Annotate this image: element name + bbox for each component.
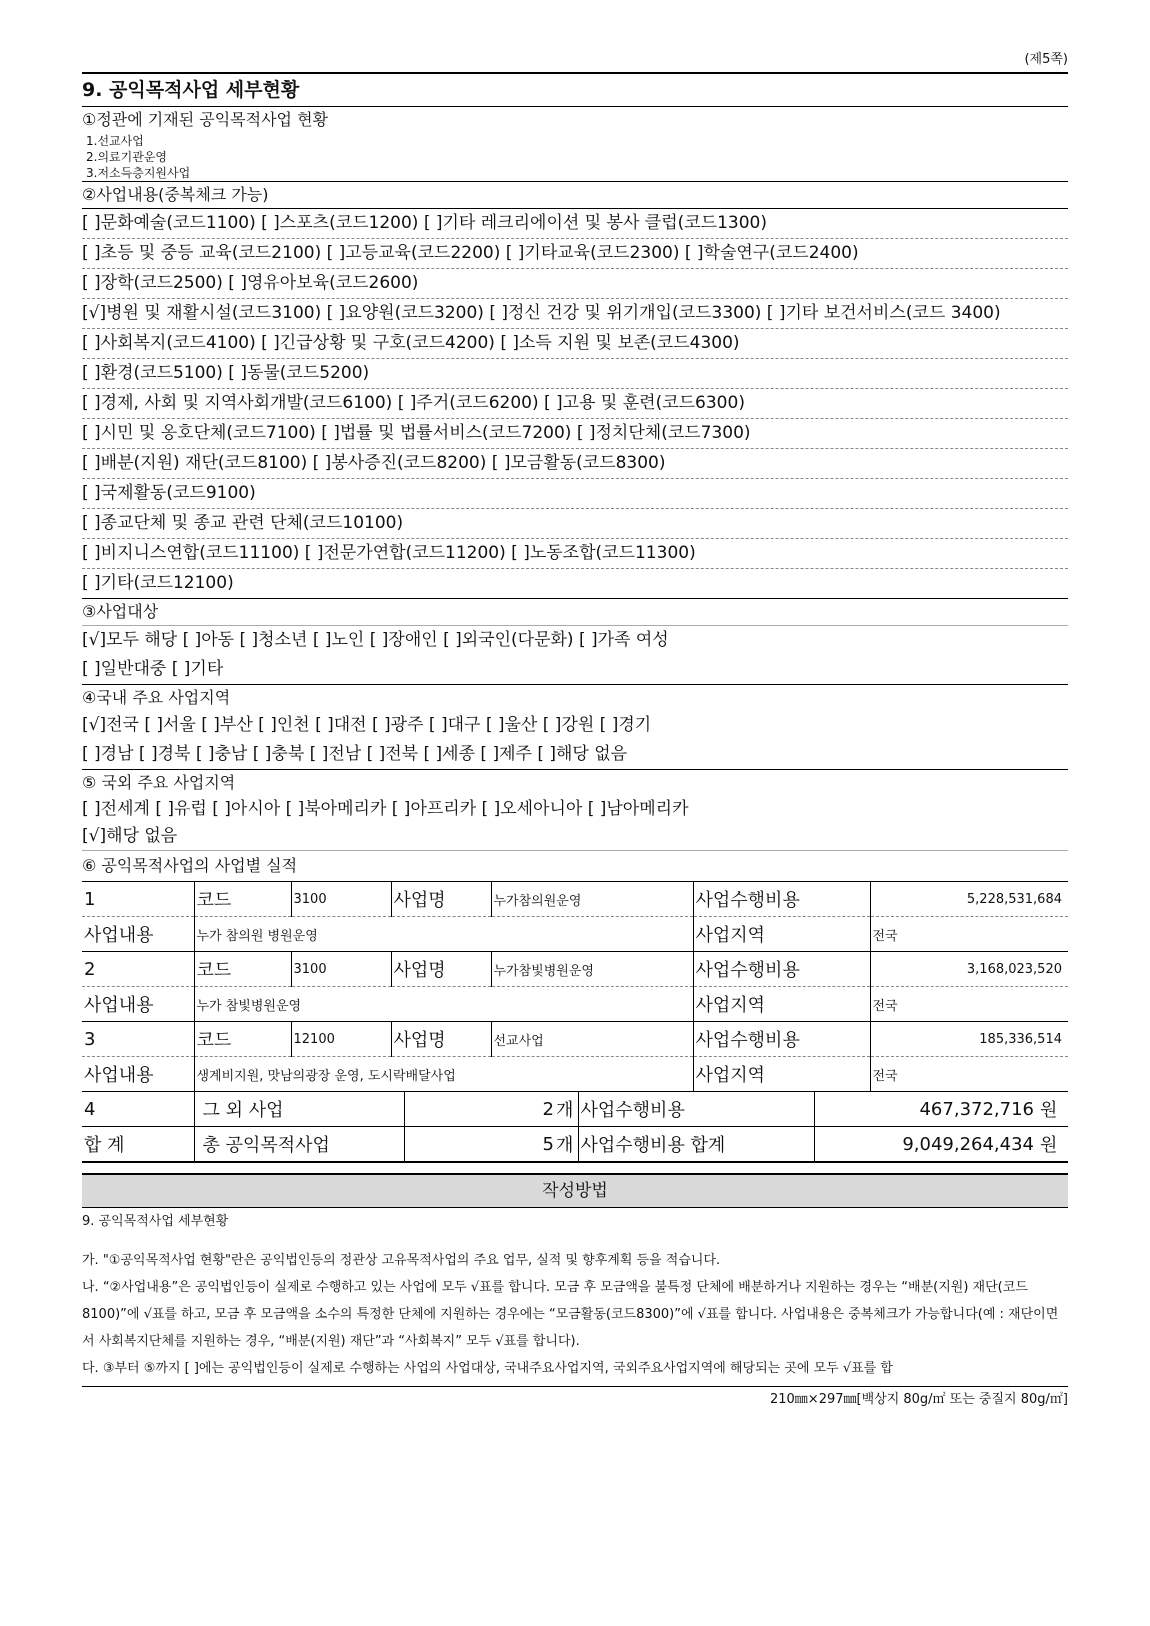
performance-table: [82, 881, 1068, 1091]
business-type-row: [ ]경제, 사회 및 지역사회개발(코드6100) [ ]주거(코드6200) [ ]고용 및 훈련(코드6300): [82, 388, 1068, 418]
section-1: [82, 107, 1068, 182]
project-detail-row: [82, 917, 1068, 952]
others-won: 원: [1038, 1092, 1068, 1127]
section-2-list: [82, 209, 1068, 598]
business-type-row: [ ]시민 및 옹호단체(코드7100) [ ]법률 및 법률서비스(코드7200) [ ]정치단체(코드7300): [82, 418, 1068, 448]
code-label: 코드: [194, 882, 291, 917]
others-count: 2: [404, 1092, 554, 1127]
cost-label: 사업수행비용: [693, 882, 870, 917]
project-row: [82, 1022, 1068, 1057]
project-no: 1: [82, 882, 194, 917]
project-name: 누가참의원운영: [491, 882, 693, 917]
project-code: 3100: [291, 882, 391, 917]
business-type-row: [√]병원 및 재활시설(코드3100) [ ]요양원(코드3200) [ ]정신 건강 및 위기개입(코드3300) [ ]기타 보건서비스(코드 3400): [82, 298, 1068, 328]
project-no: 2: [82, 952, 194, 987]
business-type-row: [ ]종교단체 및 종교 관련 단체(코드10100): [82, 508, 1068, 538]
others-label: 그 외 사업: [194, 1092, 404, 1127]
others-no: 4: [82, 1092, 194, 1127]
others-cost: 467,372,716: [814, 1092, 1038, 1127]
project-cost: 185,336,514: [870, 1022, 1068, 1057]
project-row: [82, 882, 1068, 917]
project-content: 생계비지원, 맛남의광장 운영, 도시락배달사업: [194, 1057, 693, 1092]
project-name: 누가참빛병원운영: [491, 952, 693, 987]
paper-spec: 210㎜×297㎜[백상지 80g/㎡ 또는 중질지 80g/㎡]: [82, 1386, 1068, 1413]
section-5-heading: ⑤ 국외 주요 사업지역: [82, 773, 236, 792]
business-type-row: [ ]국제활동(코드9100): [82, 478, 1068, 508]
business-type-row: [ ]장학(코드2500) [ ]영유아보육(코드2600): [82, 268, 1068, 298]
guide-line: 가. "①공익목적사업 현황"란은 공익법인등의 정관상 고유목적사업의 주요 업무, 실적 및 향후계획 등을 적습니다.: [82, 1253, 721, 1268]
section-5: [82, 770, 1068, 850]
project-cost: 5,228,531,684: [870, 882, 1068, 917]
total-won: 원: [1038, 1127, 1068, 1163]
business-type-row: [ ]초등 및 중등 교육(코드2100) [ ]고등교육(코드2200) [ ]기타교육(코드2300) [ ]학술연구(코드2400): [82, 238, 1068, 268]
section-1-item: 2.의료기관운영: [86, 150, 168, 164]
code-label: 코드: [194, 1022, 291, 1057]
total-row: [82, 1127, 1068, 1163]
total-label: 총 공익목적사업: [194, 1127, 404, 1163]
total-cost: 9,049,264,434: [814, 1127, 1038, 1163]
business-type-row: [ ]기타(코드12100): [82, 568, 1068, 598]
code-label: 코드: [194, 952, 291, 987]
business-type-row: [ ]비지니스연합(코드11100) [ ]전문가연합(코드11200) [ ]노동조합(코드11300): [82, 538, 1068, 568]
page-title: 9. 공익목적사업 세부현황: [82, 72, 1068, 107]
project-cost: 3,168,023,520: [870, 952, 1068, 987]
business-type-row: [ ]환경(코드5100) [ ]동물(코드5200): [82, 358, 1068, 388]
business-type-row: [ ]배분(지원) 재단(코드8100) [ ]봉사증진(코드8200) [ ]모금활동(코드8300): [82, 448, 1068, 478]
section-2: [82, 182, 1068, 599]
domestic-region-row: [ ]경남 [ ]경북 [ ]충남 [ ]충북 [ ]전남 [ ]전북 [ ]세종 [ ]제주 [ ]해당 없음: [82, 744, 628, 764]
total-cost-label: 사업수행비용 합계: [578, 1127, 814, 1163]
overseas-region-row: [ ]전세계 [ ]유럽 [ ]아시아 [ ]북아메리카 [ ]아프리카 [ ]오세아니아 [ ]남아메리카: [82, 799, 689, 819]
project-region: 전국: [870, 987, 1068, 1022]
project-region: 전국: [870, 917, 1068, 952]
section-4: [82, 685, 1068, 770]
project-no: 3: [82, 1022, 194, 1057]
target-row: [ ]일반대중 [ ]기타: [82, 659, 224, 679]
section-3-heading: ③사업대상: [82, 602, 159, 621]
project-code: 12100: [291, 1022, 391, 1057]
cost-label: 사업수행비용: [693, 952, 870, 987]
name-label: 사업명: [391, 952, 491, 987]
section-4-heading: ④국내 주요 사업지역: [82, 688, 231, 707]
others-unit: 개: [554, 1092, 578, 1127]
guide-heading: 작성방법: [82, 1173, 1068, 1208]
section-1-item: 3.저소득층지원사업: [86, 166, 191, 180]
guide-line: 나. “②사업내용”은 공익법인등이 실제로 수행하고 있는 사업에 모두 √표를 합니다. 모금 후 모금액을 불특정 단체에 배분하거나 지원하는 경우는 “배분(지원) 재단(코드8100)”에 √표를 하고, 모금 후 모금액을 소수의 특정한 단체에 지원하는 경우에는 “모금활동(코드8300)”에 √표를 합니다. 사업내용은 중복체크가 가능합니다(예 : 재단이면서 사회복지단체를 지원하는 경우, “배분(지원) 재단”과 “사회복지” 모두 √표를 합니다).: [82, 1280, 1059, 1349]
section-2-heading: ②사업내용(중복체크 가능): [82, 185, 269, 204]
guide-line: 다. ③부터 ⑤까지 [ ]에는 공익법인등이 실제로 수행하는 사업의 사업대상, 국내주요사업지역, 국외주요사업지역에 해당되는 곳에 모두 √표를 합: [82, 1361, 893, 1376]
summary-table: [82, 1091, 1068, 1163]
content-label: 사업내용: [82, 917, 194, 952]
guide-body: [82, 1208, 1068, 1382]
business-type-row: [ ]사회복지(코드4100) [ ]긴급상황 및 구호(코드4200) [ ]소득 지원 및 보존(코드4300): [82, 328, 1068, 358]
content-label: 사업내용: [82, 987, 194, 1022]
name-label: 사업명: [391, 1022, 491, 1057]
project-content: 누가 참의원 병원운영: [194, 917, 693, 952]
form-page: [82, 48, 1068, 1413]
project-region: 전국: [870, 1057, 1068, 1092]
total-unit: 개: [554, 1127, 578, 1163]
region-label: 사업지역: [693, 987, 870, 1022]
others-cost-label: 사업수행비용: [578, 1092, 814, 1127]
project-detail-row: [82, 1057, 1068, 1092]
project-detail-row: [82, 987, 1068, 1022]
project-content: 누가 참빛병원운영: [194, 987, 693, 1022]
region-label: 사업지역: [693, 917, 870, 952]
name-label: 사업명: [391, 882, 491, 917]
cost-label: 사업수행비용: [693, 1022, 870, 1057]
section-6-heading: ⑥ 공익목적사업의 사업별 실적: [82, 850, 1068, 881]
total-no: 합 계: [82, 1127, 194, 1163]
business-type-row: [ ]문화예술(코드1100) [ ]스포츠(코드1200) [ ]기타 레크리에이션 및 봉사 클럽(코드1300): [82, 213, 767, 233]
target-row: [√]모두 해당 [ ]아동 [ ]청소년 [ ]노인 [ ]장애인 [ ]외국인(다문화) [ ]가족 여성: [82, 630, 669, 650]
others-row: [82, 1092, 1068, 1127]
section-3: [82, 599, 1068, 685]
guide-line: 9. 공익목적사업 세부현황: [82, 1214, 229, 1229]
section-1-heading: ①정관에 기재된 공익목적사업 현황: [82, 110, 328, 129]
domestic-region-row: [√]전국 [ ]서울 [ ]부산 [ ]인천 [ ]대전 [ ]광주 [ ]대구 [ ]울산 [ ]강원 [ ]경기: [82, 715, 652, 735]
section-1-item: 1.선교사업: [86, 134, 144, 148]
page-number: (제5쪽): [1024, 52, 1068, 67]
overseas-region-row: [√]해당 없음: [82, 826, 178, 846]
project-row: [82, 952, 1068, 987]
region-label: 사업지역: [693, 1057, 870, 1092]
project-name: 선교사업: [491, 1022, 693, 1057]
content-label: 사업내용: [82, 1057, 194, 1092]
project-code: 3100: [291, 952, 391, 987]
total-count: 5: [404, 1127, 554, 1163]
